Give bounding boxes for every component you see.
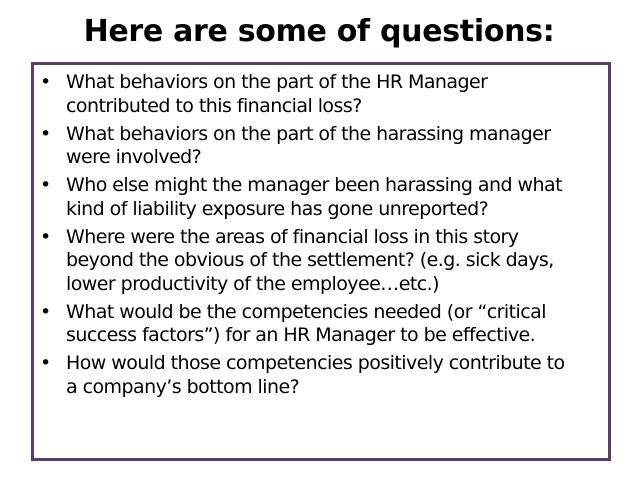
bullet-icon: •: [40, 300, 51, 323]
bullet-text: What would be the competencies needed (or “critical success factors”) for an HR Manager to be effective.: [66, 300, 547, 347]
bullet-item-financial-loss-areas: [34, 226, 608, 297]
bullet-text: What behaviors on the part of the harassing manager were involved?: [66, 122, 551, 169]
slide-title: Here are some of questions:: [83, 14, 555, 49]
bullet-icon: •: [40, 122, 51, 145]
bullet-text: How would those competencies positively contribute to a company’s bottom line?: [66, 352, 565, 398]
bullet-item-behaviors-harassing-manager: [34, 123, 608, 170]
bullet-icon: •: [40, 352, 51, 375]
bullet-text: What behaviors on the part of the HR Manager contributed to this financial loss?: [66, 71, 488, 117]
bullet-icon: •: [40, 71, 51, 93]
bullet-item-competencies-needed: [34, 301, 608, 348]
content-box: [31, 62, 611, 461]
bullet-icon: •: [40, 174, 51, 197]
bullet-item-bottom-line: [34, 352, 608, 399]
bullet-item-behaviors-hr-manager: [34, 71, 608, 118]
bullet-list: [34, 71, 608, 404]
bullet-item-liability-exposure: [34, 174, 608, 221]
bullet-icon: •: [40, 225, 51, 248]
bullet-text: Who else might the manager been harassing and what kind of liability exposure has gone unreported?: [66, 174, 562, 220]
bullet-text: Where were the areas of financial loss in this story beyond the obvious of the settlement? (e.g. sick days, lower productivity of the employee…etc.): [66, 225, 554, 295]
